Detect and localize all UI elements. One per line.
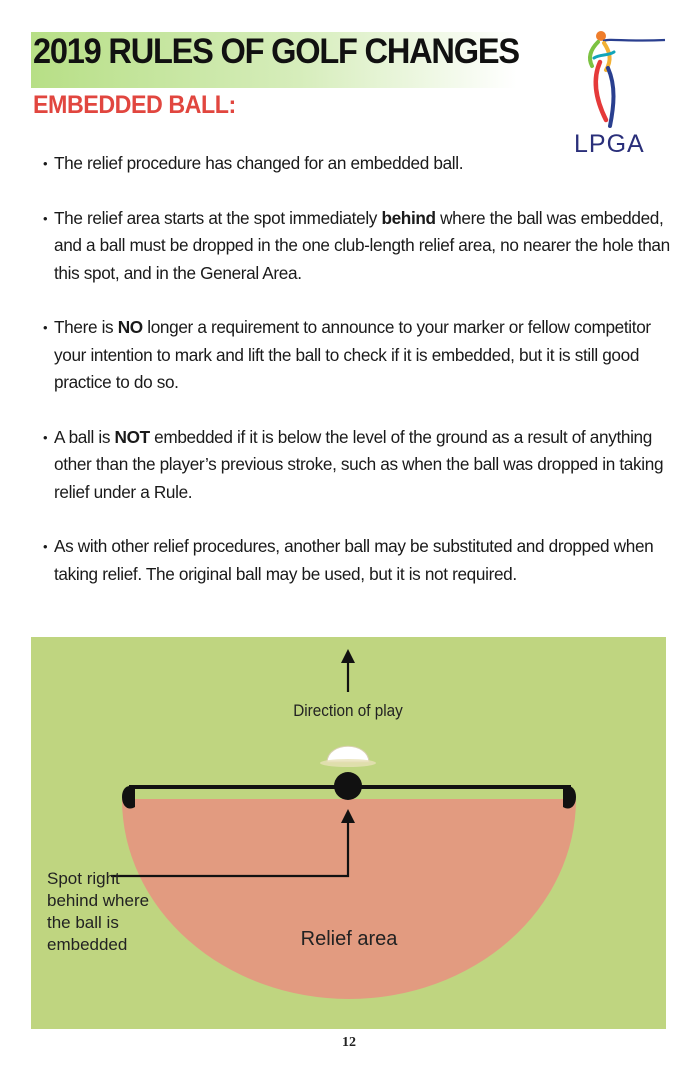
page-title: 2019 RULES OF GOLF CHANGES: [33, 32, 519, 71]
bullet-item: [43, 314, 683, 397]
text-run: where the ball was embedded, and a ball must be dropped in the one club-length relief area, no nearer the hole than this spot, and in the General Area.: [54, 207, 670, 283]
bullet-dot-icon: •: [43, 539, 48, 554]
bullet-text: [54, 424, 683, 507]
bullet-text: [54, 150, 683, 178]
text-run: longer a requirement to announce to your marker or fellow competitor your intention to mark and lift the ball to check if it is embedded, but it is still good practice to do so.: [54, 317, 651, 392]
text-run: The relief procedure has changed for an embedded ball.: [54, 153, 464, 173]
emphasis-text: NOT: [114, 426, 150, 447]
spot-label-line-1: Spot right: [47, 869, 120, 888]
bullet-item: [43, 205, 683, 288]
emphasis-text: behind: [381, 207, 436, 228]
emphasis-text: NO: [117, 317, 143, 337]
spot-label-line-3: the ball is: [47, 913, 119, 932]
text-run: A ball is: [54, 426, 115, 447]
bullet-text: [54, 205, 683, 288]
text-run: As with other relief procedures, another ball may be substituted and dropped when taking relief. The original ball may be used, but it is not required.: [54, 536, 654, 584]
spot-label-line-4: embedded: [47, 935, 128, 954]
bullet-dot-icon: •: [43, 320, 48, 335]
bullet-text: [54, 314, 683, 397]
bullet-list: [43, 150, 683, 615]
ball-shadow: [320, 759, 376, 767]
page-number: 12: [342, 1035, 356, 1050]
embedded-ball-diagram: [31, 637, 666, 1029]
bullet-dot-icon: •: [43, 429, 48, 445]
text-run: The relief area starts at the spot immediately: [54, 207, 382, 228]
direction-label: Direction of play: [293, 701, 403, 721]
spot-marker: [334, 772, 362, 800]
bullet-item: [43, 424, 683, 507]
bullet-dot-icon: •: [43, 210, 48, 226]
relief-area-label: Relief area: [300, 928, 398, 950]
bullet-dot-icon: •: [43, 156, 48, 171]
bullet-item: [43, 150, 683, 178]
bullet-text: [54, 533, 683, 588]
bullet-item: [43, 533, 683, 588]
section-title: EMBEDDED BALL:: [33, 91, 236, 119]
lpga-logo-text: LPGA: [574, 130, 645, 158]
text-run: embedded if it is below the level of the ground as a result of anything other than the player’s previous stroke, such as when the ball was dropped in taking relief under a Rule.: [54, 426, 664, 502]
spot-label-line-2: behind where: [47, 891, 150, 910]
text-run: There is: [54, 317, 118, 337]
